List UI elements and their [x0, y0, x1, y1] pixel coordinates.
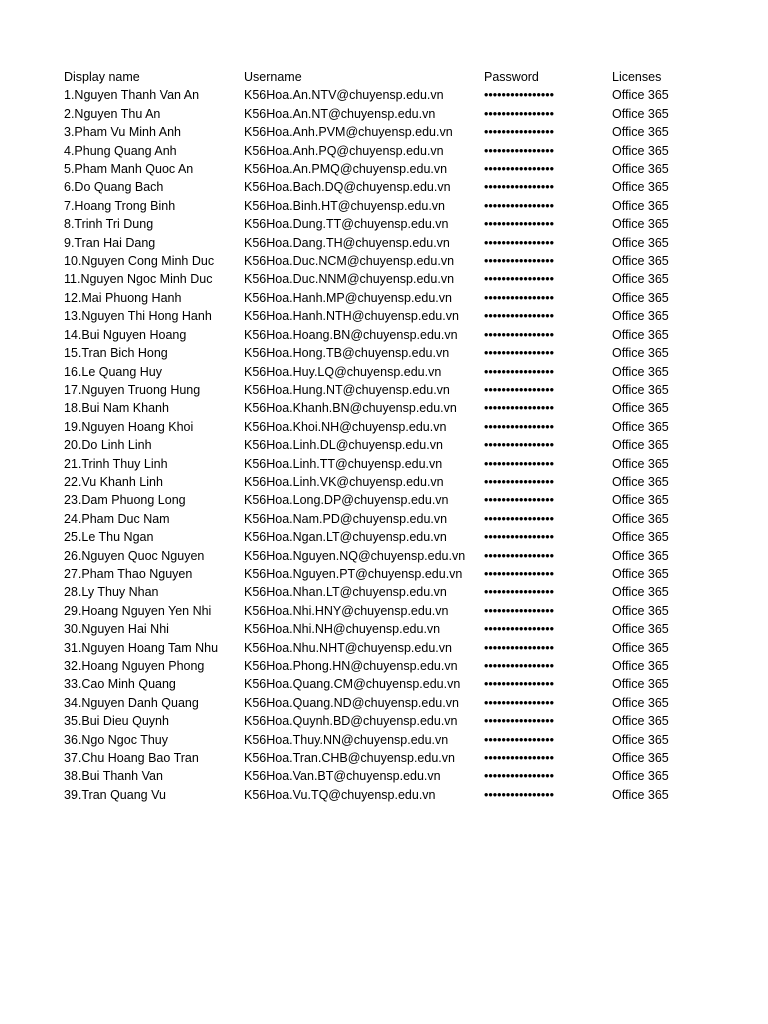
header-licenses: Licenses [612, 70, 662, 84]
username-cell: K56Hoa.Linh.DL@chuyensp.edu.vn [244, 438, 443, 453]
display-name-cell: 30.Nguyen Hai Nhi [64, 622, 169, 637]
license-cell: Office 365 [612, 622, 669, 637]
display-name-cell: 35.Bui Dieu Quynh [64, 714, 169, 729]
license-cell: Office 365 [612, 695, 669, 710]
password-cell: •••••••••••••••• [484, 254, 555, 269]
table-row [62, 215, 700, 233]
display-name-cell: 3.Pham Vu Minh Anh [64, 125, 181, 140]
table-row [62, 455, 700, 473]
password-cell: •••••••••••••••• [484, 751, 555, 766]
table-row [62, 473, 700, 491]
username-cell: K56Hoa.Thuy.NN@chuyensp.edu.vn [244, 732, 449, 747]
username-cell: K56Hoa.Hung.NT@chuyensp.edu.vn [244, 382, 450, 397]
display-name-cell: 10.Nguyen Cong Minh Duc [64, 254, 215, 269]
display-name-cell: 14.Bui Nguyen Hoang [64, 327, 187, 342]
license-cell: Office 365 [612, 585, 669, 600]
display-name-cell: 2.Nguyen Thu An [64, 106, 161, 121]
license-cell: Office 365 [612, 180, 669, 195]
table-row [62, 528, 700, 546]
table-row [62, 749, 700, 767]
license-cell: Office 365 [612, 659, 669, 673]
license-cell: Office 365 [612, 787, 669, 802]
license-cell: Office 365 [612, 106, 669, 121]
license-cell: Office 365 [612, 88, 669, 103]
license-cell: Office 365 [612, 677, 669, 692]
username-cell: K56Hoa.Khoi.NH@chuyensp.edu.vn [244, 419, 447, 434]
password-cell: •••••••••••••••• [484, 566, 555, 581]
license-cell: Office 365 [612, 382, 669, 397]
license-cell: Office 365 [612, 438, 669, 453]
display-name-cell: 4.Phung Quang Anh [64, 143, 177, 158]
license-cell: Office 365 [612, 566, 669, 581]
password-cell: •••••••••••••••• [484, 493, 555, 508]
display-name-cell: 19.Nguyen Hoang Khoi [64, 419, 194, 434]
username-cell: K56Hoa.Linh.TT@chuyensp.edu.vn [244, 456, 443, 471]
license-cell: Office 365 [612, 198, 669, 213]
license-cell: Office 365 [612, 401, 669, 416]
display-name-cell: 8.Trinh Tri Dung [64, 217, 154, 232]
license-cell: Office 365 [612, 309, 669, 324]
table-row [62, 491, 700, 509]
header-row [62, 68, 700, 86]
license-cell: Office 365 [612, 548, 669, 563]
username-cell: K56Hoa.Hoang.BN@chuyensp.edu.vn [244, 327, 458, 342]
username-cell: K56Hoa.Quang.ND@chuyensp.edu.vn [244, 695, 459, 710]
display-name-cell: 32.Hoang Nguyen Phong [64, 659, 205, 673]
table-row [62, 694, 700, 712]
username-cell: K56Hoa.Quang.CM@chuyensp.edu.vn [244, 677, 461, 692]
username-cell: K56Hoa.Bach.DQ@chuyensp.edu.vn [244, 180, 451, 195]
table-row [62, 399, 700, 417]
password-cell: •••••••••••••••• [484, 769, 555, 784]
password-cell: •••••••••••••••• [484, 125, 555, 140]
license-cell: Office 365 [612, 419, 669, 434]
table-row [62, 675, 700, 693]
password-cell: •••••••••••••••• [484, 272, 555, 287]
table-row [62, 344, 700, 362]
display-name-cell: 34.Nguyen Danh Quang [64, 695, 199, 710]
password-cell: •••••••••••••••• [484, 162, 555, 177]
password-cell: •••••••••••••••• [484, 88, 555, 103]
table-row [62, 381, 700, 399]
username-cell: K56Hoa.An.NTV@chuyensp.edu.vn [244, 88, 444, 103]
display-name-cell: 37.Chu Hoang Bao Tran [64, 751, 199, 766]
display-name-cell: 18.Bui Nam Khanh [64, 401, 169, 416]
header-password: Password [484, 70, 539, 84]
password-cell: •••••••••••••••• [484, 401, 555, 416]
display-name-cell: 15.Tran Bich Hong [64, 346, 168, 361]
table-row [62, 786, 700, 804]
display-name-cell: 7.Hoang Trong Binh [64, 198, 176, 213]
table-row [62, 270, 700, 288]
username-cell: K56Hoa.Van.BT@chuyensp.edu.vn [244, 769, 441, 784]
display-name-cell: 29.Hoang Nguyen Yen Nhi [64, 603, 212, 618]
username-cell: K56Hoa.Anh.PVM@chuyensp.edu.vn [244, 125, 453, 140]
username-cell: K56Hoa.Dang.TH@chuyensp.edu.vn [244, 235, 450, 250]
username-cell: K56Hoa.An.NT@chuyensp.edu.vn [244, 106, 436, 121]
license-cell: Office 365 [612, 364, 669, 379]
display-name-cell: 16.Le Quang Huy [64, 364, 162, 379]
table-row [62, 767, 700, 785]
password-cell: •••••••••••••••• [484, 603, 555, 618]
table-row [62, 289, 700, 307]
display-name-cell: 27.Pham Thao Nguyen [64, 566, 193, 581]
license-cell: Office 365 [612, 217, 669, 232]
table-row [62, 565, 700, 583]
password-cell: •••••••••••••••• [484, 548, 555, 563]
password-cell: •••••••••••••••• [484, 198, 555, 213]
password-cell: •••••••••••••••• [484, 438, 555, 453]
password-cell: •••••••••••••••• [484, 456, 555, 471]
table-row [62, 657, 700, 675]
display-name-cell: 17.Nguyen Truong Hung [64, 382, 201, 397]
password-cell: •••••••••••••••• [484, 235, 555, 250]
display-name-cell: 36.Ngo Ngoc Thuy [64, 732, 168, 747]
username-cell: K56Hoa.An.PMQ@chuyensp.edu.vn [244, 162, 448, 177]
license-cell: Office 365 [612, 769, 669, 784]
username-cell: K56Hoa.Linh.VK@chuyensp.edu.vn [244, 474, 444, 489]
display-name-cell: 13.Nguyen Thi Hong Hanh [64, 309, 212, 324]
display-name-cell: 39.Tran Quang Vu [64, 787, 166, 802]
username-cell: K56Hoa.Nhu.NHT@chuyensp.edu.vn [244, 640, 452, 655]
password-cell: •••••••••••••••• [484, 106, 555, 121]
table-row [62, 234, 700, 252]
table-body [62, 86, 700, 804]
username-cell: K56Hoa.Nguyen.NQ@chuyensp.edu.vn [244, 548, 466, 563]
password-cell: •••••••••••••••• [484, 143, 555, 158]
table-row [62, 307, 700, 325]
username-cell: K56Hoa.Tran.CHB@chuyensp.edu.vn [244, 751, 455, 766]
license-cell: Office 365 [612, 714, 669, 729]
password-cell: •••••••••••••••• [484, 382, 555, 397]
display-name-cell: 21.Trinh Thuy Linh [64, 456, 168, 471]
username-cell: K56Hoa.Hong.TB@chuyensp.edu.vn [244, 346, 450, 361]
password-cell: •••••••••••••••• [484, 327, 555, 342]
password-cell: •••••••••••••••• [484, 290, 555, 305]
display-name-cell: 33.Cao Minh Quang [64, 677, 176, 692]
license-cell: Office 365 [612, 493, 669, 508]
table-row [62, 326, 700, 344]
table-row [62, 510, 700, 528]
license-cell: Office 365 [612, 143, 669, 158]
username-cell: K56Hoa.Nhan.LT@chuyensp.edu.vn [244, 585, 447, 600]
username-cell: K56Hoa.Khanh.BN@chuyensp.edu.vn [244, 401, 457, 416]
license-cell: Office 365 [612, 456, 669, 471]
license-cell: Office 365 [612, 254, 669, 269]
display-name-cell: 12.Mai Phuong Hanh [64, 290, 182, 305]
username-cell: K56Hoa.Nam.PD@chuyensp.edu.vn [244, 511, 448, 526]
display-name-cell: 20.Do Linh Linh [64, 438, 152, 453]
display-name-cell: 22.Vu Khanh Linh [64, 474, 163, 489]
table-row [62, 620, 700, 638]
table-row [62, 547, 700, 565]
table-row [62, 712, 700, 730]
table-row [62, 123, 700, 141]
password-cell: •••••••••••••••• [484, 659, 555, 673]
display-name-cell: 28.Ly Thuy Nhan [64, 585, 159, 600]
table-row [62, 142, 700, 160]
password-cell: •••••••••••••••• [484, 530, 555, 545]
username-cell: K56Hoa.Long.DP@chuyensp.edu.vn [244, 493, 449, 508]
license-cell: Office 365 [612, 751, 669, 766]
password-cell: •••••••••••••••• [484, 364, 555, 379]
display-name-cell: 24.Pham Duc Nam [64, 511, 170, 526]
password-cell: •••••••••••••••• [484, 309, 555, 324]
table-row [62, 639, 700, 657]
username-cell: K56Hoa.Hanh.MP@chuyensp.edu.vn [244, 290, 452, 305]
license-cell: Office 365 [612, 603, 669, 618]
license-cell: Office 365 [612, 640, 669, 655]
username-cell: K56Hoa.Vu.TQ@chuyensp.edu.vn [244, 787, 436, 802]
username-cell: K56Hoa.Nguyen.PT@chuyensp.edu.vn [244, 566, 463, 581]
display-name-cell: 6.Do Quang Bach [64, 180, 164, 195]
username-cell: K56Hoa.Phong.HN@chuyensp.edu.vn [244, 659, 458, 673]
license-cell: Office 365 [612, 346, 669, 361]
password-cell: •••••••••••••••• [484, 677, 555, 692]
display-name-cell: 31.Nguyen Hoang Tam Nhu [64, 640, 219, 655]
table-row [62, 105, 700, 123]
header-display-name: Display name [64, 70, 140, 84]
table-row [62, 436, 700, 454]
username-cell: K56Hoa.Binh.HT@chuyensp.edu.vn [244, 198, 446, 213]
table-row [62, 197, 700, 215]
password-cell: •••••••••••••••• [484, 419, 555, 434]
header-username: Username [244, 70, 302, 84]
license-cell: Office 365 [612, 530, 669, 545]
display-name-cell: 23.Dam Phuong Long [64, 493, 186, 508]
username-cell: K56Hoa.Nhi.NH@chuyensp.edu.vn [244, 622, 441, 637]
username-cell: K56Hoa.Quynh.BD@chuyensp.edu.vn [244, 714, 458, 729]
table-row [62, 731, 700, 749]
password-cell: •••••••••••••••• [484, 585, 555, 600]
display-name-cell: 9.Tran Hai Dang [64, 235, 156, 250]
username-cell: K56Hoa.Ngan.LT@chuyensp.edu.vn [244, 530, 447, 545]
username-cell: K56Hoa.Duc.NNM@chuyensp.edu.vn [244, 272, 455, 287]
display-name-cell: 26.Nguyen Quoc Nguyen [64, 548, 205, 563]
display-name-cell: 11.Nguyen Ngoc Minh Duc [64, 272, 213, 287]
username-cell: K56Hoa.Dung.TT@chuyensp.edu.vn [244, 217, 449, 232]
table-row [62, 583, 700, 601]
table-header [62, 68, 700, 86]
table-row [62, 86, 700, 104]
table-row [62, 602, 700, 620]
license-cell: Office 365 [612, 290, 669, 305]
username-cell: K56Hoa.Huy.LQ@chuyensp.edu.vn [244, 364, 442, 379]
display-name-cell: 25.Le Thu Ngan [64, 530, 154, 545]
password-cell: •••••••••••••••• [484, 346, 555, 361]
display-name-cell: 5.Pham Manh Quoc An [64, 162, 194, 177]
password-cell: •••••••••••••••• [484, 787, 555, 802]
password-cell: •••••••••••••••• [484, 732, 555, 747]
password-cell: •••••••••••••••• [484, 714, 555, 729]
license-cell: Office 365 [612, 327, 669, 342]
accounts-table [62, 68, 700, 804]
password-cell: •••••••••••••••• [484, 217, 555, 232]
table-row [62, 160, 700, 178]
username-cell: K56Hoa.Duc.NCM@chuyensp.edu.vn [244, 254, 455, 269]
license-cell: Office 365 [612, 732, 669, 747]
display-name-cell: 1.Nguyen Thanh Van An [64, 88, 200, 103]
password-cell: •••••••••••••••• [484, 180, 555, 195]
password-cell: •••••••••••••••• [484, 622, 555, 637]
password-cell: •••••••••••••••• [484, 474, 555, 489]
license-cell: Office 365 [612, 272, 669, 287]
table-row [62, 178, 700, 196]
license-cell: Office 365 [612, 235, 669, 250]
table-row [62, 418, 700, 436]
password-cell: •••••••••••••••• [484, 695, 555, 710]
display-name-cell: 38.Bui Thanh Van [64, 769, 163, 784]
table-row [62, 252, 700, 270]
password-cell: •••••••••••••••• [484, 640, 555, 655]
username-cell: K56Hoa.Hanh.NTH@chuyensp.edu.vn [244, 309, 459, 324]
username-cell: K56Hoa.Nhi.HNY@chuyensp.edu.vn [244, 603, 449, 618]
table-row [62, 363, 700, 381]
password-cell: •••••••••••••••• [484, 511, 555, 526]
license-cell: Office 365 [612, 162, 669, 177]
license-cell: Office 365 [612, 125, 669, 140]
license-cell: Office 365 [612, 511, 669, 526]
username-cell: K56Hoa.Anh.PQ@chuyensp.edu.vn [244, 143, 444, 158]
license-cell: Office 365 [612, 474, 669, 489]
